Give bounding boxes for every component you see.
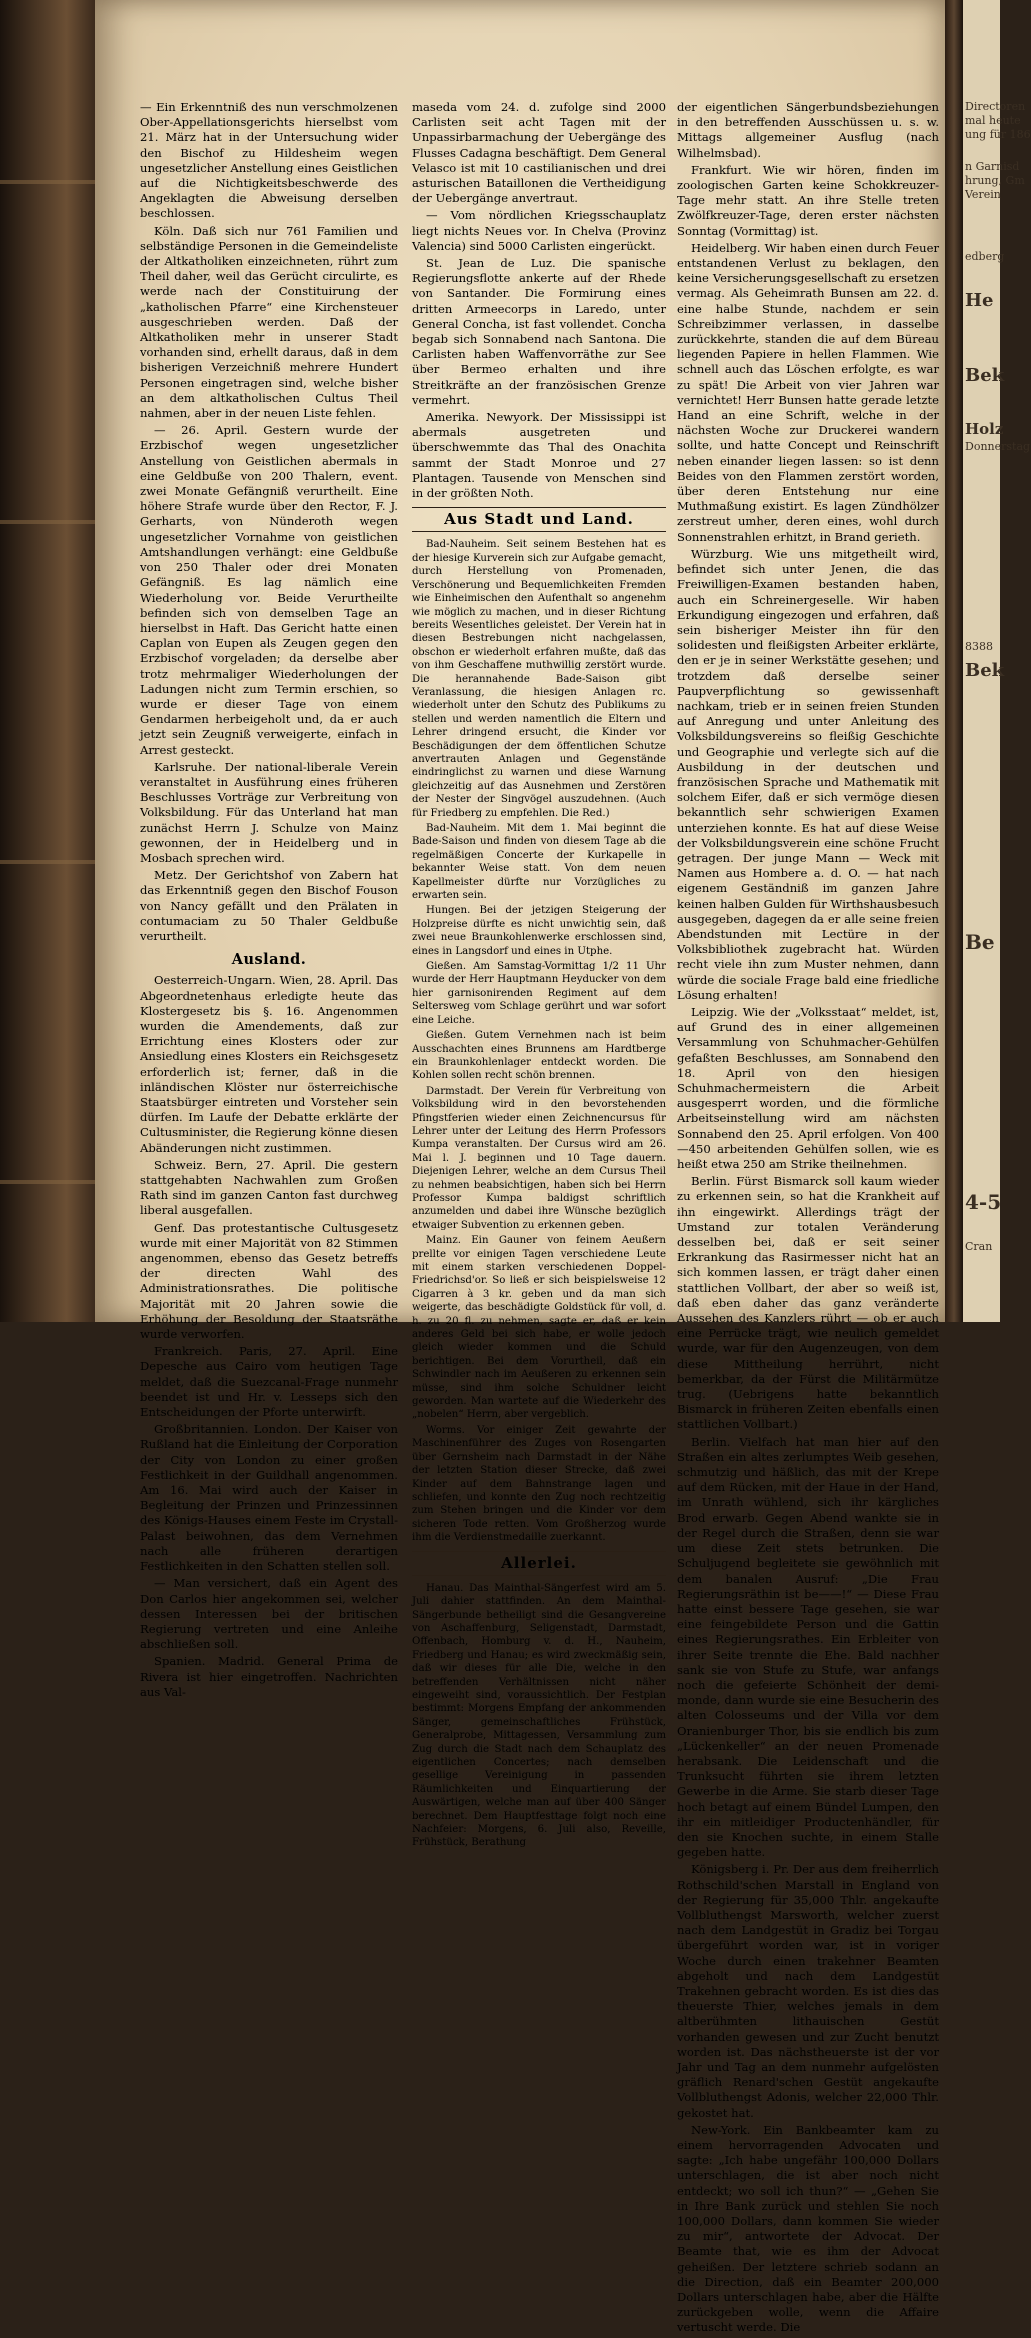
article-worms: Worms. Vor einiger Zeit gewahrte der Maschinenführer des Zuges von Rosengarten über Gernsheim nach Darmstadt in der Nähe der letzten Station dieser Strecke, daß zwei Kinder auf dem Bahnstrange lagen und schliefen, und konnte den Zug noch rechtzeitig zum Stehen bringen und die Kinder vor dem sicheren Tode retten. Vom Großherzog wurde ihm die Verdienstmedaille zuerkannt. [412,1424,666,1544]
article-heidelberg: Heidelberg. Wir haben einen durch Feuer entstandenen Verlust zu beklagen, den keine Versicherungsgesellschaft zu ersetzen vermag. Als Geheimrath Bunsen am 22. d. eine halbe Stunde, nachdem er sein Schreibzimmer verlassen, in dasselbe zurückkehrte, standen die auf dem Büreau liegenden Papiere in hellen Flammen. Wie schnell auch das Löschen erfolgte, es war zu spät! Die Arbeit von vier Jahren war vernichtet! Herr Bunsen hatte gerade letzte Hand an eine Schrift, welche in der nächsten Woche zur Druckerei wandern sollte, und hatte Concept und Reinschrift neben einander liegen lassen: so ist denn Beides von den Flammen zerstört worden, über deren Entstehung nur eine Muthmaßung existirt. Es lagen Zündhölzer zerstreut umher, deren eines, wohl durch Sonnenstrahlen erhitzt, in Brand gerieth. [677,240,939,544]
adjacent-page-fragment: Be [965,930,995,954]
adjacent-page-fragment: Verein [965,188,1001,201]
article-spanien: Spanien. Madrid. General Prima de Rivera ist hier eingetroffen. Nachrichten aus Val- [140,1654,398,1699]
adjacent-page-fragment: 8388 [965,640,993,653]
article-giessen-1: Gießen. Am Samstag-Vormittag 1/2 11 Uhr wurde der Herr Hauptmann Heyducker von dem hier garnisonirenden Regiment auf dem Seltersweg vom Schlage gerührt und war sofort eine Leiche. [412,961,666,1026]
adjacent-page-fragment: mal heute [965,114,1021,127]
adjacent-page-edge [963,0,1031,1322]
adjacent-page-fragment: edberg [965,250,1005,263]
article-genf: Genf. Das protestantische Cultusgesetz wurde mit einer Majorität von 82 Stimmen angenommen, ebenso das Gesetz betreffs der directen Wahl des Administrationsrathes. Die politische Majorität mit 20 Jahren sowie die Erhöhung der Besoldung der Staatsräthe wurde verworfen. [140,1220,398,1342]
article-bad-nauheim-2: Bad-Nauheim. Mit dem 1. Mai beginnt die Bade-Saison und finden von diesem Tage ab die regelmäßigen Concerte der Kurkapelle in bekannter Weise statt. Von dem neuen Kapellmeister dürfte nur Vorzügliches zu erwarten sein. [412,823,666,902]
adjacent-page-fragment: He [965,290,994,311]
article-frankreich: Frankreich. Paris, 27. April. Eine Depesche aus Cairo vom heutigen Tage meldet, daß die Suezcanal-Frage nunmehr beendet ist und Hr. v. Lesseps sich den Entscheidungen der Pforte unterwirft. [140,1344,398,1420]
article-bad-nauheim-1: Bad-Nauheim. Seit seinem Bestehen hat es der hiesige Kurverein sich zur Aufgabe gemacht, durch Herstellung von Promenaden, Verschönerung und Bequemlichkeiten Fremden wie Einheimischen den Aufenthalt so angenehm wie möglich zu machen, und in dieser Richtung bereits Wesentliches geleistet. Der Verein hat in diesen Bestrebungen nicht nachgelassen, obschon er wiederholt erfahren mußte, daß das von ihm Geschaffene muthwillig zerstört wurde. Die herannahende Bade-Saison gibt Veranlassung, die hiesigen Anlagen rc. wiederholt unter den Schutz des Publikums zu stellen und werden namentlich die Eltern und Lehrer dringend ersucht, die Kinder vor Beschädigungen der dem öffentlichen Schutze anvertrauten Anlagen und Gegenstände eindringlichst zu warnen und diese Warnung gleichzeitig auf das Ausnehmen und Zerstören der Nester der Singvögel auszudehnen. (Auch für Friedberg zu empfehlen. Die Red.) [412,539,666,819]
adjacent-page-fragment: Holz [965,420,1004,438]
article-hanau-continued: der eigentlichen Sängerbundsbeziehungen in den betreffenden Ausschüssen u. s. w. Mittags allgemeiner Ausflug (nach Wilhelmsbad). [677,100,939,160]
adjacent-page-fragment: Bek [965,660,1005,681]
adjacent-page-fragment: Donnerstag [965,440,1031,453]
article-new-york: New-York. Ein Bankbeamter kam zu einem hervorragenden Advocaten und sagte: „Ich habe ungefähr 100,000 Dollars unterschlagen, die ist aber noch nicht entdeckt; wo soll ich thun?“ — „Gehen Sie in Ihre Bank zurück und stehlen Sie noch 100,000 Dollars, dann kommen Sie wieder zu mir“, antwortete der Advocat. Der Beamte that, wie es ihm der Advocat geheißen. Der letztere schrieb sodann an die Direction, daß ein Beamter 200,000 Dollars unterschlagen habe, aber die Hälfte zurückgeben wolle, wenn die Affaire vertuscht werde. Die [677,2122,939,2335]
article-wuerzburg: Würzburg. Wie uns mitgetheilt wird, befindet sich unter Jenen, die das Freiwilligen-Examen bestanden haben, auch ein Schreinergeselle. Wir haben Erkundigung eingezogen und erfahren, daß sein bisheriger Meister ihn für den solidesten und fleißigsten Arbeiter erklärte, den er je in seiner Werkstätte gesehen; und trotzdem daß derselbe seiner Paupverpflichtung so gewissenhaft nachkam, trieb er in seinen freien Stunden auf Anregung und unter Anleitung des Volksbildungsvereins so fleißig Geschichte und Geographie und verlegte sich auf die Ausbildung in der deutschen und französischen Sprache und Mathematik mit solchem Eifer, daß er sich vermöge diesen bekanntlich sehr schwierigen Examen unterziehen konnte. Es hat auf diese Weise der Volksbildungsverein eine schöne Frucht getragen. Der junge Mann — Weck mit Namen aus Hombere a. d. O. — hat nach eigenem Geständniß im ganzen Jahre keinen halben Gulden für Wirthshausbesuch ausgegeben, dagegen da er alle seine freien Abendstunden mit Lectüre in der Volksbibliothek zugebracht hat. Würden recht viele ihn zum Muster nehmen, dann würde die sociale Frage bald eine friedliche Lösung erhalten! [677,546,939,1002]
article-koeln: Köln. Daß sich nur 761 Familien und selbständige Personen in die Gemeindeliste der Altkatholiken einzeichneten, rührt zum Theil daher, weil das Gerücht circulirte, es werde nach der Constituirung der „katholischen Pfarre“ eine Kirchensteuer ausgeschrieben werden. Daß der Altkatholiken mehr in unserer Stadt vorhanden sind, erhellt daraus, daß in dem bisherigen Verzeichniß mehrere Hundert Personen eingetragen sind, welche bisher an dem altkatholischen Cultus Theil nahmen, aber in der neuen Liste fehlen. [140,223,398,421]
article-mainz: Mainz. Ein Gauner von feinem Aeußern prellte vor einigen Tagen verschiedene Leute mit einem starken verschiedenen Doppel-Friedrichsd'or. So ließ er sich beispielsweise 12 Cigarren à 3 kr. geben und da man sich weigerte, das beschädigte Goldstück für voll, d. h. zu 20 fl. zu nehmen, sagte er, daß er kein anderes Geld bei sich habe, er wolle jedoch gleich wieder kommen und die Schuld berichtigen. Bei dem Vorurtheil, daß ein Schwindler nach im Aeußeren zu erkennen sein müsse, sind ihm solche Schuldner leicht geworden. Man wartete auf die Wiederkehr des „nobelen“ Herrn, aber vergeblich. [412,1235,666,1421]
adjacent-page-fragment: Bek [965,365,1005,386]
article-koenigsberg: Königsberg i. Pr. Der aus dem freiherrlich Rothschild'schen Marstall in England von der Regierung für 35,000 Thlr. angekaufte Vollbluthengst Marsworth, welcher zuerst nach dem Landgestüt in Gradiz bei Torgau übergeführt worden war, ist in voriger Woche durch einen trakehner Beamten abgeholt und nach dem Landgestüt Trakehnen gebracht worden. Es ist dies das theuerste Thier, welches jemals in dem altberühmten lithauischen Gestüt vorhanden gewesen und zur Zucht benutzt worden ist. Das nächstheuerste ist der vor Jahr und Tag an dem nunmehr aufgelösten gräflich Renard'schen Gestüt angekaufte Vollbluthengst Adonis, welcher 22,000 Thlr. gekostet hat. [677,1862,939,2120]
adjacent-page-fragment: n Garnisd [965,160,1020,173]
book-gutter-right [945,0,963,1322]
article-schweiz: Schweiz. Bern, 27. April. Die gestern stattgehabten Nachwahlen zum Großen Rath sind im ganzen Canton fast durchweg liberal ausgefallen. [140,1157,398,1218]
article-berlin-weib: Berlin. Vielfach hat man hier auf den Straßen ein altes zerlumptes Weib gesehen, schmutzig und häßlich, das mit der Krepe auf dem Rücken, mit der Haue in der Hand, im Unrath wühlend, sich ihr kärgliches Brod erwarb. Gegen Abend wankte sie in der Regel durch die Straßen, denn sie war um diese Zeit stets betrunken. Die Schuljugend begleitete sie gewöhnlich mit dem banalen Ausruf: „Die Frau Regierungsräthin ist be——!“ — Diese Frau hatte einst bessere Tage gesehen, sie war eine feingebildete Person und die Gattin eines Regierungsrathes. Ein Erbleiter von ihrer Seite trennte die Ehe. Bald nachher sank sie von Stufe zu Stufe, war anfangs noch die gefeierte Schönheit der demi-monde, dann wurde sie eine Besucherin des alten Colosseums und der Villa vor dem Oranienburger Thor, bis sie endlich bis zum „Lückenkeller“ an der neuen Promenade herabsank. Die Leidenschaft und die Trunksucht führten sie ihrem letzten Gewerbe in die Arme. Sie starb dieser Tage hoch betagt auf einem Bündel Lumpen, den ihr ein mitleidiger Productenhändler, für den sie Knochen suchte, in einem Stalle gegeben hatte. [677,1434,939,1860]
article-karlsruhe: Karlsruhe. Der national-liberale Verein veranstaltet in Ausführung eines früheren Beschlusses Vorträge zur Verbreitung von Volksbildung. Für das Unterland hat man zunächst Herrn J. Schulze von Mainz gewonnen, der in Heidelberg und in Mosbach sprechen wird. [140,759,398,865]
column-1 [140,100,398,1702]
article-koeln-26-april: — 26. April. Gestern wurde der Erzbischof wegen ungesetzlicher Anstellung von Geistlichen abermals in eine Geldbuße von 200 Thalern, event. zwei Monate Gefängniß verurtheilt. Eine höhere Strafe wurde über den Rector, F. J. Gerharts, von Nünderoth wegen ungesetzlicher Vornahme von geistlichen Amtshandlungen verhängt: eine Geldbuße von 250 Thaler oder drei Monaten Gefängniß. Es lag nämlich eine Wiederholung vor. Beide Verurtheilte befinden sich von demselben Tage an hierselbst in Haft. Das Gericht hatte einen Caplan von Eupen als Zeugen gegen den Erzbischof vorgeladen; da derselbe aber trotz mehrmaliger Wiederholungen der Ladungen nicht zum Termin erschien, so wurde er dieser Tage von einem Gendarmen herbeigeholt und, da er auch jetzt sein Zeugniß verweigerte, einfach in Arrest gesteckt. [140,423,398,757]
adjacent-page-fragment: Cran [965,1240,993,1253]
adjacent-page-fragment: 4-5 [965,1190,1002,1214]
article-metz: Metz. Der Gerichtshof von Zabern hat das Erkenntniß gegen den Bischof Fouson von Nancy gefällt und den Prälaten in contumaciam zu 50 Thaler Geldbuße verurtheilt. [140,868,398,943]
article-giessen-2: Gießen. Gutem Vernehmen nach ist beim Ausschachten eines Brunnens am Hardtberge ein Braunkohlenlager entdeckt worden. Die Kohlen sollen recht schön brennen. [412,1030,666,1082]
adjacent-page-fragment: Directoren [965,100,1026,113]
article-oesterreich: Oesterreich-Ungarn. Wien, 28. April. Das Abgeordnetenhaus erledigte heute das Klostergesetz bis §. 16. Angenommen wurden die Amendements, daß zur Errichtung eines Klosters oder zur Ansiedlung eines Klosters ein Reichsgesetz erforderlich ist; ferner, daß in die inländischen Klöster nur österreichische Staatsbürger eintreten und Vorsteher sein dürfen. Im Laufe der Debatte erklärte der Cultusminister, die Regierung könne diesen Abänderungen nicht zustimmen. [140,973,398,1155]
section-heading-stadt-und-land: Aus Stadt und Land. [412,507,666,532]
article-don-carlos: — Man versichert, daß ein Agent des Don Carlos hier angekommen sei, welcher dessen Interessen bei der britischen Regierung vertreten und eine Anleihe abschließen soll. [140,1576,398,1652]
article-darmstadt: Darmstadt. Der Verein für Verbreitung von Volksbildung wird in den bevorstehenden Pfingstferien wieder einen Zeichnencursus für Lehrer unter der Leitung des Herrn Professors Kumpa veranstalten. Der Cursus wird am 26. Mai l. J. beginnen und 10 Tage dauern. Diejenigen Lehrer, welche an dem Cursus Theil zu nehmen beabsichtigen, haben sich bei Herrn Professor Kumpa baldigst schriftlich anzumelden und dabei ihre Wünsche bezüglich etwaiger Subvention zu erkennen geben. [412,1085,666,1231]
article-leipzig: Leipzig. Wie der „Volksstaat“ meldet, ist, auf Grund des in einer allgemeinen Versammlung von Schuhmacher-Gehülfen gefaßten Beschlusses, am Sonnabend den 18. April von den hiesigen Schuhmachermeistern die Arbeit ausgesperrt worden, und die förmliche Arbeitseinstellung wird am nächsten Sonnabend den 25. April erfolgen. Von 400—450 arbeitenden Gehülfen sollen, wie es heißt etwa 250 am Strike theilnehmen. [677,1004,939,1172]
column-2 [412,100,666,1852]
article-st-jean-de-luz: St. Jean de Luz. Die spanische Regierungsflotte ankerte auf der Rhede von Santander. Die Formirung eines dritten Armeecorps in Laredo, unter General Concha, ist fast vollendet. Concha begab sich Sonnabend nach Santona. Die Carlisten haben Waffenvorräthe zur See über Bermeo erhalten und ihre Streitkräfte an der französischen Grenze vermehrt. [412,256,666,407]
adjacent-page-fragment: hrung, Gm [965,174,1025,187]
column-3 [677,100,939,2338]
article-amerika: Amerika. Newyork. Der Mississippi ist abermals ausgetreten und überschwemmte das Thal des Onachita sammt der Stadt Monroe und 27 Plantagen. Tausende von Menschen sind in der größten Noth. [412,410,666,501]
article-hildesheim: — Ein Erkenntniß des nun verschmolzenen Ober-Appellationsgerichts hierselbst vom 21. März hat in der Untersuchung wider den Bischof zu Hildesheim wegen ungesetzlicher Anstellung eines Geistlichen auf die Nichtigkeitsbeschwerde des Angeklagten die Abweisung derselben beschlossen. [140,100,398,221]
section-heading-allerlei: Allerlei. [412,1551,666,1576]
article-hungen: Hungen. Bei der jetzigen Steigerung der Holzpreise dürfte es nicht unwichtig sein, daß zwei neue Braunkohlenwerke erschlossen sind, eines in Langsdorf und eines in Utphe. [412,905,666,957]
adjacent-page-fragment: ung für 186 [965,128,1031,141]
article-kriegsschauplatz: — Vom nördlichen Kriegsschauplatz liegt nichts Neues vor. In Chelva (Provinz Valencia) sind 5000 Carlisten eingerückt. [412,208,666,253]
article-hanau: Hanau. Das Mainthal-Sängerfest wird am 5. Juli dahier stattfinden. An dem Mainthal-Sängerbunde betheiligt sind die Gesangvereine von Aschaffenburg, Seligenstadt, Darmstadt, Offenbach, Homburg v. d. H., Nauheim, Friedberg und Hanau; es wird zweckmäßig sein, daß wir dieses für alle Die, welche in den betreffenden Verhältnissen nicht näher eingeweiht sind, voraussichtlich. Der Festplan bestimmt: Morgens Empfang der ankommenden Sänger, gemeinschaftliches Frühstück, Generalprobe, Mittagessen, Versammlung zum Zug durch die Stadt nach dem Schauplatz des eigentlichen Concertes; nach demselben gesellige Vereinigung in passenden Räumlichkeiten und Einquartierung der Auswärtigen, welche man auf über 400 Sänger berechnet. Dem Hauptfesttage folgt noch eine Nachfeier: Morgens, 6. Juli also, Reveille, Frühstück, Berathung [412,1582,666,1849]
book-binding-left [0,0,95,1322]
article-berlin-bismarck: Berlin. Fürst Bismarck soll kaum wieder zu erkennen sein, so hat die Krankheit auf ihn eingewirkt. Allerdings trägt der Umstand zur totalen Veränderung desselben bei, daß er seit seiner Erkrankung das Rasirmesser nicht hat an sich kommen lassen, er trägt daher einen stattlichen Vollbart, der aber so weiß ist, daß eben daher das ganz veränderte Aussehen des Kanzlers rührt — ob er auch eine Perrücke trägt, wie neulich gemeldet wurde, war für den Augenzeugen, von dem diese Mittheilung herrührt, nicht bemerkbar, da der Fürst die Militärmütze trug. (Uebrigens hatte bekanntlich Bismarck in früheren Zeiten ebenfalls einen stattlichen Vollbart.) [677,1174,939,1432]
article-valmaseda: maseda vom 24. d. zufolge sind 2000 Carlisten seit acht Tagen mit der Unpassirbarmachung der Uebergänge des Flusses Cadagna beschäftigt. Dem General Velasco ist mit 10 castilianischen und drei asturischen Bataillonen die Vertheidigung der Uebergänge anvertraut. [412,100,666,206]
section-heading-ausland: Ausland. [231,951,307,969]
article-frankfurt: Frankfurt. Wie wir hören, finden im zoologischen Garten keine Schokkreuzer-Tage mehr statt. An ihre Stelle treten Zwölfkreuzer-Tage, deren erster nächsten Sonntag (Vormittag) ist. [677,162,939,238]
article-grossbritannien: Großbritannien. London. Der Kaiser von Rußland hat die Einleitung der Corporation der City von London zu einer großen Festlichkeit in der Guildhall angenommen. Am 16. Mai wird auch der Kaiser in Begleitung der Prinzen und Prinzessinnen des Königs-Hauses einem Feste im Crystall-Palast beiwohnen, das dem Vernehmen nach alle früheren derartigen Festlichkeiten in den Schatten stellen soll. [140,1422,398,1574]
